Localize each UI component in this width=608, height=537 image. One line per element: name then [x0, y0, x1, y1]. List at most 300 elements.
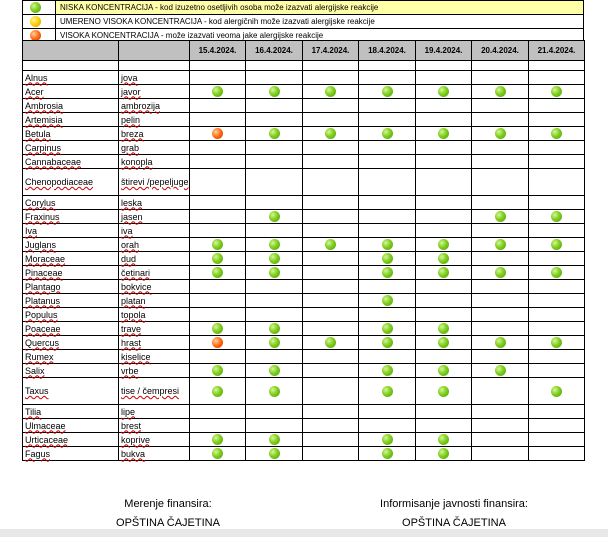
green-dot-icon: [269, 434, 280, 445]
date-header: 17.4.2024.: [303, 41, 359, 61]
concentration-cell: [246, 350, 303, 364]
concentration-cell: [529, 308, 585, 322]
green-dot-icon: [269, 253, 280, 264]
concentration-cell: [529, 350, 585, 364]
concentration-cell: [246, 224, 303, 238]
concentration-cell: [416, 169, 472, 196]
concentration-cell: [190, 419, 246, 433]
plant-latin-name: Salix: [23, 364, 119, 378]
concentration-cell: [416, 336, 472, 350]
legend-text: VISOKA KONCENTRACIJA - može izazvati veoma jake alergijske reakcije: [56, 29, 584, 43]
concentration-cell: [472, 405, 529, 419]
header-empty-cell: [119, 41, 190, 61]
green-dot-icon: [269, 365, 280, 376]
concentration-cell: [303, 308, 359, 322]
concentration-cell: [359, 113, 416, 127]
spacer-cell: [23, 61, 119, 71]
plant-latin-name: Carpinus: [23, 141, 119, 155]
plant-local-name: bokvice: [119, 280, 190, 294]
concentration-cell: [303, 155, 359, 169]
concentration-cell: [529, 322, 585, 336]
plant-local-name: jasen: [119, 210, 190, 224]
plant-latin-name: Corylus: [23, 196, 119, 210]
concentration-cell: [359, 336, 416, 350]
concentration-cell: [190, 378, 246, 405]
concentration-cell: [303, 71, 359, 85]
plant-latin-name: Juglans: [23, 238, 119, 252]
plant-latin-name: Ambrosia: [23, 99, 119, 113]
green-dot-icon: [382, 253, 393, 264]
plant-local-name: javor: [119, 85, 190, 99]
plant-latin-name: Acer: [23, 85, 119, 99]
concentration-cell: [416, 155, 472, 169]
concentration-cell: [472, 378, 529, 405]
green-dot-icon: [551, 337, 562, 348]
green-dot-icon: [212, 86, 223, 97]
plant-local-name: lipe: [119, 405, 190, 419]
concentration-cell: [529, 405, 585, 419]
concentration-cell: [190, 71, 246, 85]
table-row: [23, 308, 585, 322]
concentration-cell: [303, 141, 359, 155]
footer-left-name: OPŠTINA ČAJETINA: [116, 517, 220, 529]
spacer-cell: [303, 61, 359, 71]
plant-latin-name: Poaceae: [23, 322, 119, 336]
concentration-cell: [359, 405, 416, 419]
concentration-cell: [359, 364, 416, 378]
concentration-cell: [529, 378, 585, 405]
concentration-cell: [190, 364, 246, 378]
plant-latin-name: Urticaceae: [23, 433, 119, 447]
concentration-cell: [359, 127, 416, 141]
footer-left: [48, 498, 288, 529]
concentration-cell: [359, 280, 416, 294]
concentration-cell: [190, 350, 246, 364]
footer-right: [334, 498, 574, 529]
spacer-cell: [190, 61, 246, 71]
green-dot-icon: [438, 253, 449, 264]
green-dot-icon: [382, 86, 393, 97]
concentration-cell: [246, 447, 303, 461]
concentration-cell: [303, 196, 359, 210]
red-dot-icon: [212, 128, 223, 139]
plant-latin-name: Tilia: [23, 405, 119, 419]
concentration-cell: [246, 405, 303, 419]
concentration-cell: [246, 99, 303, 113]
plant-latin-name: Moraceae: [23, 252, 119, 266]
concentration-cell: [190, 238, 246, 252]
legend-text: UMERENO VISOKA KONCENTRACIJA - kod alergičnih može izazvati alergijske reakcije: [56, 15, 584, 29]
concentration-cell: [359, 266, 416, 280]
green-dot-icon: [438, 267, 449, 278]
table-row: [23, 238, 585, 252]
plant-latin-name: Populus: [23, 308, 119, 322]
concentration-cell: [529, 155, 585, 169]
table-row: [23, 294, 585, 308]
concentration-cell: [303, 238, 359, 252]
concentration-cell: [246, 113, 303, 127]
plant-latin-name: Quercus: [23, 336, 119, 350]
plant-latin-name: Betula: [23, 127, 119, 141]
concentration-cell: [359, 419, 416, 433]
concentration-cell: [190, 169, 246, 196]
green-dot-icon: [551, 267, 562, 278]
spacer-cell: [246, 61, 303, 71]
concentration-cell: [472, 336, 529, 350]
green-dot-icon: [551, 239, 562, 250]
concentration-cell: [529, 71, 585, 85]
table-row: [23, 99, 585, 113]
green-dot-icon: [212, 365, 223, 376]
table-row: [23, 336, 585, 350]
concentration-cell: [246, 71, 303, 85]
concentration-cell: [190, 155, 246, 169]
plant-local-name: topola: [119, 308, 190, 322]
green-dot-icon: [269, 86, 280, 97]
table-row: [23, 127, 585, 141]
green-dot-icon: [495, 86, 506, 97]
concentration-cell: [416, 433, 472, 447]
concentration-cell: [246, 252, 303, 266]
concentration-cell: [359, 294, 416, 308]
concentration-cell: [359, 378, 416, 405]
green-dot-icon: [212, 434, 223, 445]
legend-row: [23, 15, 584, 29]
concentration-cell: [472, 364, 529, 378]
concentration-cell: [472, 224, 529, 238]
concentration-cell: [529, 433, 585, 447]
concentration-cell: [472, 71, 529, 85]
concentration-cell: [359, 308, 416, 322]
green-dot-icon: [551, 128, 562, 139]
concentration-cell: [246, 141, 303, 155]
concentration-cell: [416, 127, 472, 141]
green-dot-icon: [438, 128, 449, 139]
date-header: 21.4.2024.: [529, 41, 585, 61]
concentration-cell: [246, 294, 303, 308]
concentration-cell: [472, 196, 529, 210]
plant-local-name: koprive: [119, 433, 190, 447]
plant-local-name: grab: [119, 141, 190, 155]
concentration-cell: [472, 280, 529, 294]
concentration-cell: [359, 169, 416, 196]
concentration-cell: [472, 308, 529, 322]
concentration-cell: [359, 99, 416, 113]
plant-local-name: brest: [119, 419, 190, 433]
green-dot-icon: [382, 239, 393, 250]
concentration-cell: [246, 210, 303, 224]
concentration-cell: [303, 405, 359, 419]
plant-latin-name: Fagus: [23, 447, 119, 461]
spacer-cell: [119, 61, 190, 71]
concentration-cell: [359, 210, 416, 224]
green-dot-icon: [382, 365, 393, 376]
spacer-cell: [472, 61, 529, 71]
concentration-cell: [416, 238, 472, 252]
concentration-cell: [472, 433, 529, 447]
green-dot-icon: [382, 128, 393, 139]
footer-right-title: Informisanje javnosti finansira:: [380, 498, 528, 510]
date-header: 18.4.2024.: [359, 41, 416, 61]
concentration-cell: [190, 308, 246, 322]
concentration-cell: [529, 294, 585, 308]
plant-local-name: trave: [119, 322, 190, 336]
plant-local-name: konopla: [119, 155, 190, 169]
concentration-cell: [529, 419, 585, 433]
concentration-cell: [246, 266, 303, 280]
green-dot-icon: [382, 434, 393, 445]
concentration-cell: [246, 196, 303, 210]
concentration-cell: [246, 336, 303, 350]
concentration-cell: [303, 294, 359, 308]
legend-swatch-cell: [23, 1, 56, 15]
concentration-cell: [472, 266, 529, 280]
concentration-cell: [190, 85, 246, 99]
concentration-cell: [190, 447, 246, 461]
plant-local-name: vrbe: [119, 364, 190, 378]
plant-local-name: kiselice: [119, 350, 190, 364]
concentration-cell: [416, 364, 472, 378]
concentration-cell: [416, 322, 472, 336]
concentration-cell: [359, 252, 416, 266]
concentration-cell: [246, 322, 303, 336]
concentration-cell: [190, 224, 246, 238]
concentration-cell: [529, 364, 585, 378]
concentration-cell: [416, 99, 472, 113]
green-dot-icon: [212, 253, 223, 264]
concentration-cell: [416, 350, 472, 364]
date-header: 16.4.2024.: [246, 41, 303, 61]
green-dot-icon: [325, 128, 336, 139]
concentration-cell: [416, 378, 472, 405]
concentration-cell: [303, 224, 359, 238]
concentration-cell: [303, 210, 359, 224]
legend-table: [22, 0, 584, 43]
date-header: 19.4.2024.: [416, 41, 472, 61]
plant-local-name: ambrozija: [119, 99, 190, 113]
concentration-cell: [190, 127, 246, 141]
table-row: [23, 113, 585, 127]
pollen-table: [22, 40, 585, 461]
concentration-cell: [359, 141, 416, 155]
concentration-cell: [190, 196, 246, 210]
concentration-cell: [416, 308, 472, 322]
plant-local-name: tise / čempresi: [119, 378, 190, 405]
green-dot-icon: [438, 337, 449, 348]
green-dot-icon: [212, 267, 223, 278]
concentration-cell: [246, 238, 303, 252]
concentration-cell: [359, 224, 416, 238]
concentration-cell: [529, 113, 585, 127]
concentration-cell: [416, 113, 472, 127]
green-dot-icon: [269, 239, 280, 250]
concentration-cell: [529, 169, 585, 196]
concentration-cell: [246, 155, 303, 169]
concentration-cell: [303, 419, 359, 433]
table-row: [23, 141, 585, 155]
concentration-cell: [416, 405, 472, 419]
plant-local-name: hrast: [119, 336, 190, 350]
plant-latin-name: Pinaceae: [23, 266, 119, 280]
plant-latin-name: Fraxinus: [23, 210, 119, 224]
legend-swatch-cell: [23, 15, 56, 29]
plant-local-name: bukva: [119, 447, 190, 461]
green-dot-icon: [551, 386, 562, 397]
concentration-cell: [190, 336, 246, 350]
plant-latin-name: Platanus: [23, 294, 119, 308]
concentration-cell: [359, 85, 416, 99]
green-dot-icon: [382, 323, 393, 334]
yellow-dot-icon: [30, 16, 41, 27]
green-dot-icon: [495, 211, 506, 222]
concentration-cell: [303, 433, 359, 447]
concentration-cell: [416, 71, 472, 85]
concentration-cell: [303, 364, 359, 378]
concentration-cell: [529, 210, 585, 224]
concentration-cell: [303, 336, 359, 350]
table-row: [23, 169, 585, 196]
concentration-cell: [416, 85, 472, 99]
plant-local-name: iva: [119, 224, 190, 238]
plant-local-name: leska: [119, 196, 190, 210]
footer-right-name: OPŠTINA ČAJETINA: [402, 517, 506, 529]
plant-latin-name: Chenopodiaceae: [23, 169, 119, 196]
concentration-cell: [416, 196, 472, 210]
table-row: [23, 378, 585, 405]
concentration-cell: [416, 447, 472, 461]
plant-latin-name: Ulmaceae: [23, 419, 119, 433]
concentration-cell: [472, 113, 529, 127]
plant-latin-name: Rumex: [23, 350, 119, 364]
table-row: [23, 447, 585, 461]
concentration-cell: [529, 238, 585, 252]
table-row: [23, 322, 585, 336]
green-dot-icon: [495, 337, 506, 348]
concentration-cell: [190, 113, 246, 127]
table-row: [23, 224, 585, 238]
concentration-cell: [246, 280, 303, 294]
spacer-cell: [529, 61, 585, 71]
concentration-cell: [190, 294, 246, 308]
green-dot-icon: [495, 365, 506, 376]
concentration-cell: [472, 252, 529, 266]
concentration-cell: [190, 252, 246, 266]
plant-latin-name: Taxus: [23, 378, 119, 405]
concentration-cell: [190, 99, 246, 113]
green-dot-icon: [382, 295, 393, 306]
page-bottom-edge: [0, 529, 608, 537]
concentration-cell: [359, 433, 416, 447]
concentration-cell: [529, 447, 585, 461]
legend-row: [23, 1, 584, 15]
concentration-cell: [303, 322, 359, 336]
concentration-cell: [472, 447, 529, 461]
plant-local-name: breza: [119, 127, 190, 141]
concentration-cell: [246, 169, 303, 196]
concentration-cell: [472, 169, 529, 196]
concentration-cell: [303, 378, 359, 405]
concentration-cell: [190, 266, 246, 280]
date-header-row: [23, 41, 585, 61]
concentration-cell: [472, 155, 529, 169]
table-row: [23, 196, 585, 210]
plant-latin-name: Cannabaceae: [23, 155, 119, 169]
concentration-cell: [416, 280, 472, 294]
concentration-cell: [472, 294, 529, 308]
date-header: 15.4.2024.: [190, 41, 246, 61]
concentration-cell: [416, 294, 472, 308]
concentration-cell: [529, 196, 585, 210]
green-dot-icon: [551, 86, 562, 97]
green-dot-icon: [495, 267, 506, 278]
concentration-cell: [359, 196, 416, 210]
concentration-cell: [246, 419, 303, 433]
plant-latin-name: Alnus: [23, 71, 119, 85]
green-dot-icon: [269, 128, 280, 139]
concentration-cell: [303, 85, 359, 99]
table-row: [23, 210, 585, 224]
concentration-cell: [303, 266, 359, 280]
table-row: [23, 85, 585, 99]
green-dot-icon: [382, 337, 393, 348]
red-dot-icon: [212, 337, 223, 348]
concentration-cell: [359, 238, 416, 252]
plant-local-name: orah: [119, 238, 190, 252]
green-dot-icon: [382, 386, 393, 397]
concentration-cell: [303, 99, 359, 113]
concentration-cell: [529, 127, 585, 141]
plant-local-name: pelin: [119, 113, 190, 127]
concentration-cell: [472, 127, 529, 141]
green-dot-icon: [382, 448, 393, 459]
green-dot-icon: [269, 267, 280, 278]
green-dot-icon: [325, 239, 336, 250]
plant-local-name: platan: [119, 294, 190, 308]
table-row: [23, 252, 585, 266]
plant-local-name: četinari: [119, 266, 190, 280]
concentration-cell: [303, 447, 359, 461]
green-dot-icon: [212, 323, 223, 334]
date-header: 20.4.2024.: [472, 41, 529, 61]
concentration-cell: [472, 350, 529, 364]
concentration-cell: [472, 141, 529, 155]
table-row: [23, 350, 585, 364]
concentration-cell: [529, 280, 585, 294]
concentration-cell: [472, 419, 529, 433]
green-dot-icon: [325, 86, 336, 97]
concentration-cell: [529, 99, 585, 113]
green-dot-icon: [269, 323, 280, 334]
green-dot-icon: [269, 386, 280, 397]
concentration-cell: [246, 364, 303, 378]
concentration-cell: [359, 447, 416, 461]
green-dot-icon: [495, 239, 506, 250]
concentration-cell: [529, 252, 585, 266]
table-row: [23, 364, 585, 378]
green-dot-icon: [269, 448, 280, 459]
header-empty-cell: [23, 41, 119, 61]
concentration-cell: [303, 169, 359, 196]
concentration-cell: [359, 350, 416, 364]
concentration-cell: [303, 350, 359, 364]
green-dot-icon: [382, 267, 393, 278]
green-dot-icon: [212, 239, 223, 250]
green-dot-icon: [495, 128, 506, 139]
concentration-cell: [416, 224, 472, 238]
plant-latin-name: Artemisia: [23, 113, 119, 127]
concentration-cell: [416, 419, 472, 433]
concentration-cell: [190, 280, 246, 294]
